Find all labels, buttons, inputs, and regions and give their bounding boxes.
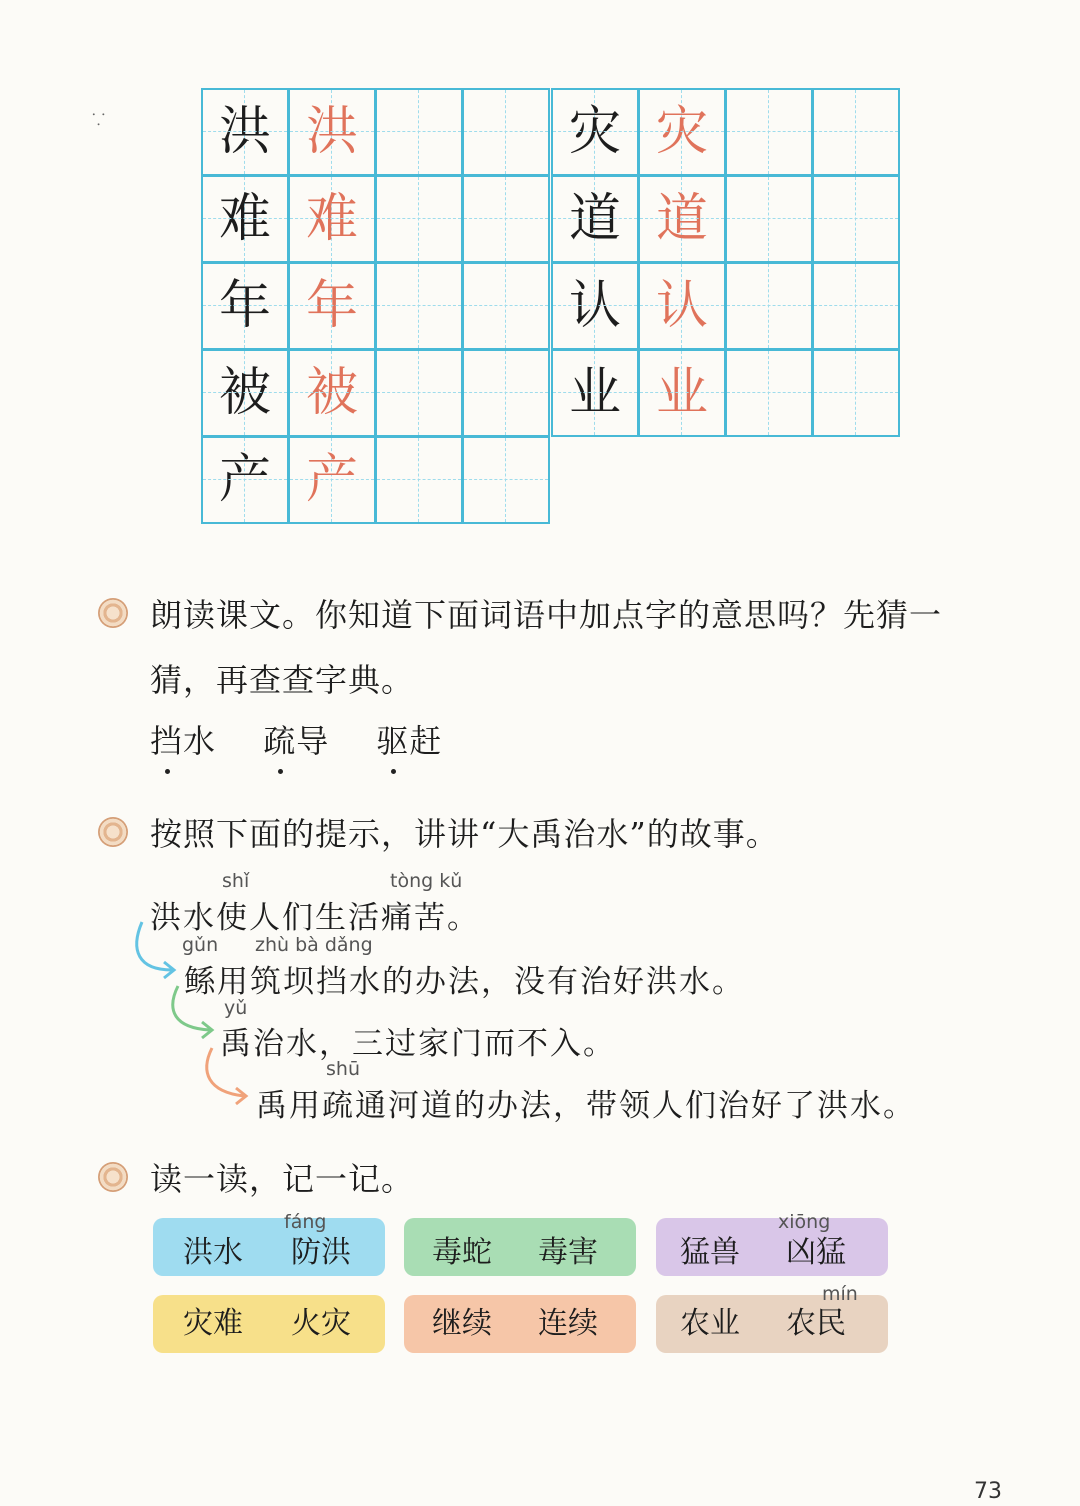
grid-char: 业 (568, 363, 621, 423)
word-box (404, 1295, 636, 1353)
pinyin: yǔ (224, 997, 248, 1019)
pinyin: zhù bà dǎng (255, 934, 373, 956)
grid-cell (375, 175, 463, 263)
word-box (153, 1295, 385, 1353)
word-box (404, 1218, 636, 1276)
exercise3-instruction: 读一读，记一记。 (150, 1160, 415, 1198)
pinyin: shǐ (222, 870, 250, 892)
word: 农业 (680, 1306, 740, 1341)
grid-cell (375, 349, 463, 437)
dotted-word-list (150, 716, 442, 762)
pinyin: gǔn (182, 934, 219, 956)
dotted-char: 驱 (376, 716, 409, 762)
story-step: 禹治水，三过家门而不入。 (220, 1026, 616, 1062)
dotted-word (263, 722, 329, 760)
grid-cell (288, 88, 376, 176)
grid-cell (201, 88, 289, 176)
word: 连续 (538, 1306, 598, 1341)
grid-cell (725, 349, 813, 437)
grid-cell (812, 349, 900, 437)
grid-char: 难 (218, 189, 271, 249)
grid-cell (725, 262, 813, 350)
exercise1-text-line2: 猜，再查查字典。 (150, 661, 415, 699)
grid-model-char: 道 (655, 189, 708, 249)
page-number: 73 (974, 1479, 1002, 1504)
exercise2-instruction: 按照下面的提示，讲讲“大禹治水”的故事。 (150, 815, 779, 853)
exercise-bullet-icon (98, 598, 128, 628)
pinyin: tòng kǔ (390, 870, 463, 892)
word-rest: 导 (296, 722, 330, 760)
word: 毒蛇 (432, 1235, 492, 1270)
exercise-bullet-icon (98, 1162, 128, 1192)
pinyin: xiōng (778, 1211, 831, 1233)
word: 凶猛 (786, 1235, 846, 1270)
word: 火灾 (291, 1306, 351, 1341)
word: 防洪 (291, 1235, 351, 1270)
grid-cell (288, 349, 376, 437)
grid-model-char: 业 (655, 363, 708, 423)
grid-model-char: 洪 (305, 102, 358, 162)
grid-char: 道 (568, 189, 621, 249)
grid-model-char: 被 (305, 363, 358, 423)
word: 毒害 (538, 1235, 598, 1270)
dotted-char: 挡 (150, 716, 183, 762)
exercise-bullet-icon (98, 817, 128, 847)
grid-char: 灾 (568, 102, 621, 162)
grid-model-char: 难 (305, 189, 358, 249)
word-box (656, 1218, 888, 1276)
corner-mark: ⸪ (92, 110, 106, 129)
grid-cell (462, 436, 550, 524)
grid-cell (462, 88, 550, 176)
grid-model-char: 年 (305, 276, 358, 336)
word-rest: 赶 (409, 722, 443, 760)
grid-cell (375, 88, 463, 176)
grid-cell (462, 175, 550, 263)
grid-cell (725, 88, 813, 176)
grid-cell (638, 262, 726, 350)
grid-cell (288, 262, 376, 350)
story-step: 鲧用筑坝挡水的办法，没有治好洪水。 (184, 964, 745, 1000)
dotted-char: 疏 (263, 716, 296, 762)
dotted-word (376, 722, 442, 760)
grid-cell (375, 436, 463, 524)
grid-cell (638, 349, 726, 437)
word: 洪水 (183, 1235, 243, 1270)
pinyin: fáng (284, 1211, 327, 1233)
grid-cell (551, 88, 639, 176)
grid-cell (201, 175, 289, 263)
grid-char: 洪 (218, 102, 271, 162)
grid-cell (375, 262, 463, 350)
grid-model-char: 产 (305, 450, 358, 510)
grid-cell (725, 175, 813, 263)
word-box (153, 1218, 385, 1276)
grid-cell (551, 262, 639, 350)
flow-arrows (120, 900, 280, 1120)
grid-cell (288, 436, 376, 524)
pinyin: mín (822, 1283, 858, 1305)
pinyin: shū (326, 1058, 360, 1080)
grid-cell (201, 349, 289, 437)
grid-cell (288, 175, 376, 263)
grid-cell (812, 262, 900, 350)
word: 继续 (432, 1306, 492, 1341)
dotted-word (150, 722, 216, 760)
exercise1-text-line1: 朗读课文。你知道下面词语中加点字的意思吗？先猜一 (150, 596, 943, 634)
grid-cell (462, 349, 550, 437)
word: 农民 (786, 1306, 846, 1341)
grid-model-char: 认 (655, 276, 708, 336)
grid-char: 认 (568, 276, 621, 336)
grid-cell (551, 349, 639, 437)
grid-cell (201, 262, 289, 350)
word-rest: 水 (183, 722, 217, 760)
grid-char: 年 (218, 276, 271, 336)
grid-cell (638, 88, 726, 176)
grid-cell (812, 88, 900, 176)
grid-cell (462, 262, 550, 350)
story-step: 禹用疏通河道的办法，带领人们治好了洪水。 (256, 1088, 916, 1124)
grid-model-char: 灾 (655, 102, 708, 162)
grid-cell (638, 175, 726, 263)
story-step: 洪水使人们生活痛苦。 (150, 900, 480, 936)
word: 猛兽 (680, 1235, 740, 1270)
grid-char: 产 (218, 450, 271, 510)
word: 灾难 (183, 1306, 243, 1341)
grid-cell (551, 175, 639, 263)
grid-char: 被 (218, 363, 271, 423)
grid-cell (201, 436, 289, 524)
grid-cell (812, 175, 900, 263)
